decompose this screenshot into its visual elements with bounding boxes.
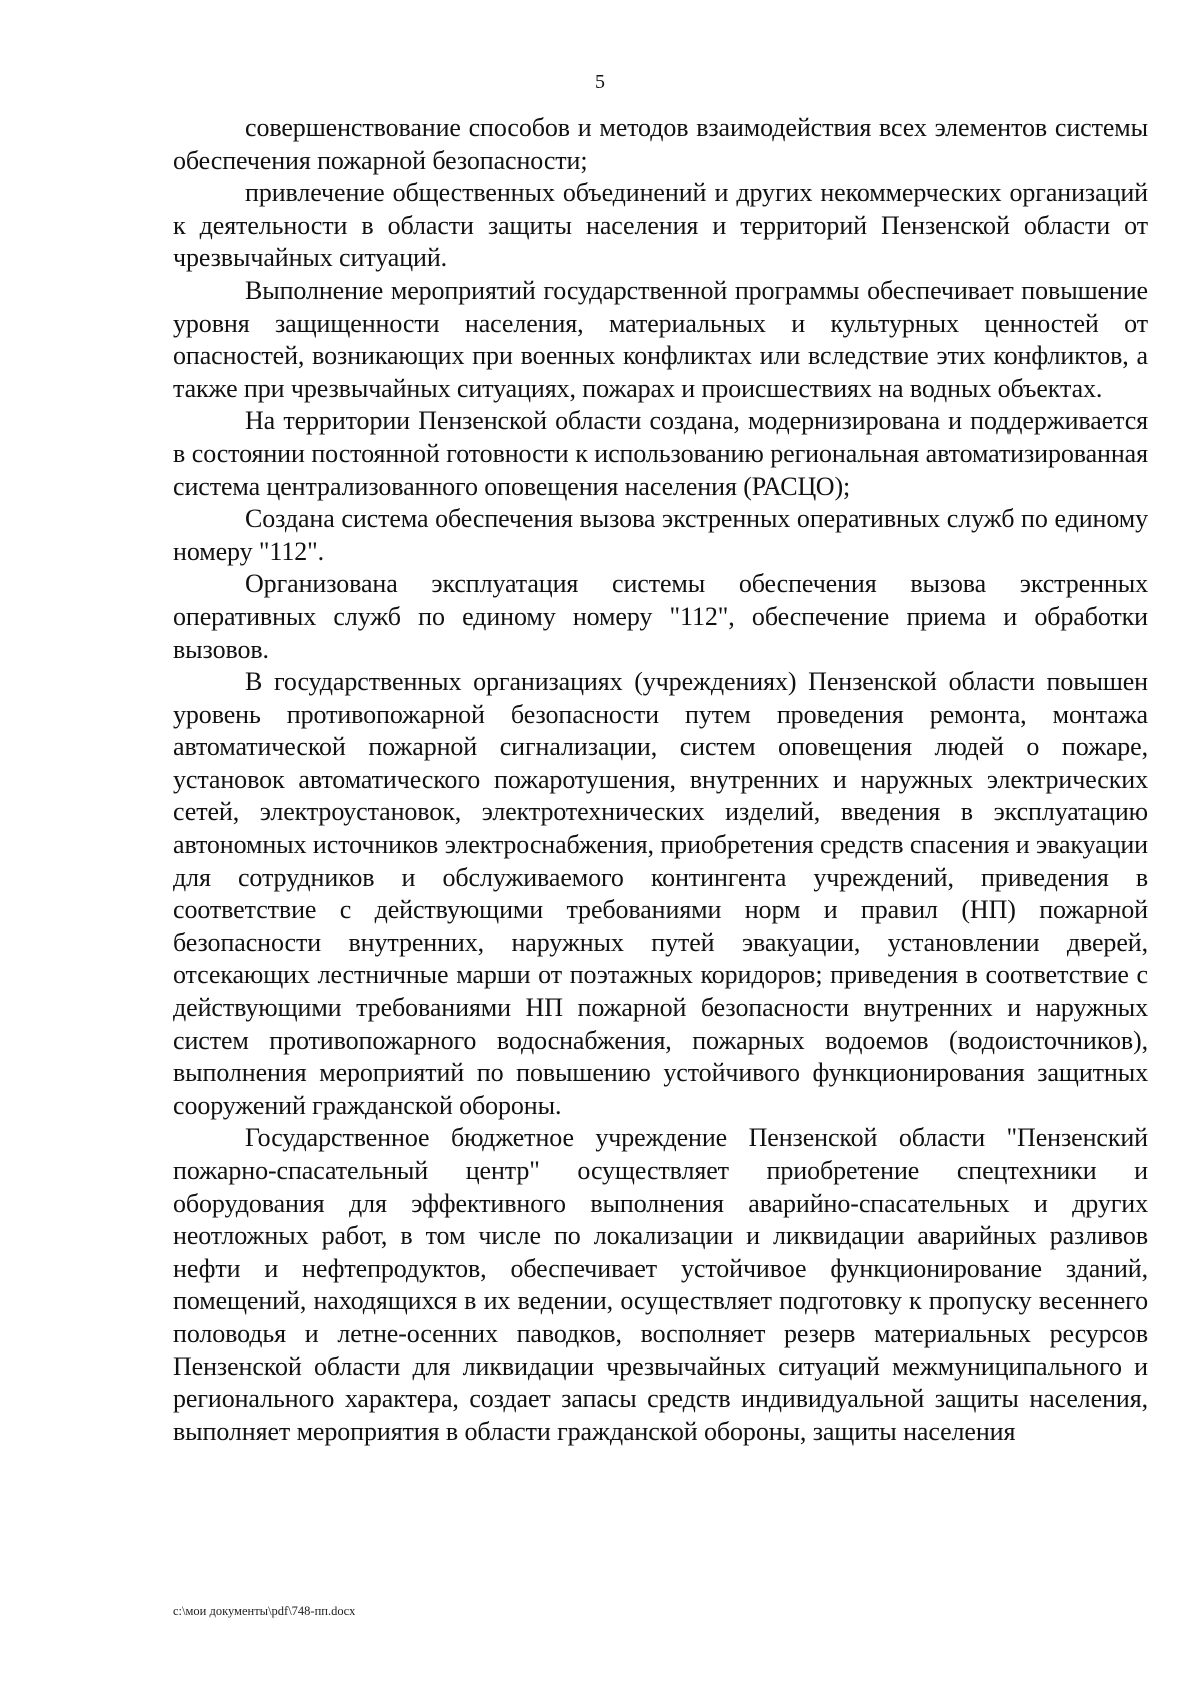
- footer-file-path: c:\мои документы\pdf\748-пп.docx: [173, 1604, 356, 1618]
- paragraph: Создана система обеспечения вызова экстренных оперативных служб по единому номеру "112".: [173, 504, 1148, 566]
- paragraph: На территории Пензенской области создана, модернизирована и поддерживается в состоянии постоянной готовности к использованию региональная автоматизированная система централизованного оповещения населения (РАСЦО);: [173, 406, 1148, 501]
- document-body: [173, 112, 1148, 1448]
- paragraph: Государственное бюджетное учреждение Пензенской области "Пензенский пожарно-спасательный центр" осуществляет приобретение спецтехники и оборудования для эффективного выполнения аварийно-спасательных и других неотложных работ, в том числе по локализации и ликвидации аварийных разливов нефти и нефтепродуктов, обеспечивает устойчивое функционирование зданий, помещений, находящихся в их ведении, осуществляет подготовку к пропуску весеннего половодья и летне-осенних паводков, восполняет резерв материальных ресурсов Пензенской области для ликвидации чрезвычайных ситуаций межмуниципального и регионального характера, создает запасы средств индивидуальной защиты населения, выполняет мероприятия в области гражданской обороны, защиты населения: [173, 1123, 1148, 1446]
- paragraph: Организована эксплуатация системы обеспечения вызова экстренных оперативных служб по единому номеру "112", обеспечение приема и обработки вызовов.: [173, 569, 1148, 664]
- paragraph: Выполнение мероприятий государственной программы обеспечивает повышение уровня защищенности населения, материальных и культурных ценностей от опасностей, возникающих при военных конфликтах или вследствие этих конфликтов, а также при чрезвычайных ситуациях, пожарах и происшествиях на водных объектах.: [173, 275, 1148, 403]
- paragraph: В государственных организациях (учреждениях) Пензенской области повышен уровень противопожарной безопасности путем проведения ремонта, монтажа автоматической пожарной сигнализации, систем оповещения людей о пожаре, установок автоматического пожаротушения, внутренних и наружных электрических сетей, электроустановок, электротехнических изделий, введения в эксплуатацию автономных источников электроснабжения, приобретения средств спасения и эвакуации для сотрудников и обслуживаемого контингента учреждений, приведения в соответствие с действующими требованиями норм и правил (НП) пожарной безопасности внутренних, наружных путей эвакуации, установлении дверей, отсекающих лестничные марши от поэтажных коридоров; приведения в соответствие с действующими требованиями НП пожарной безопасности внутренних и наружных систем противопожарного водоснабжения, пожарных водоемов (водоисточников), выполнения мероприятий по повышению устойчивого функционирования защитных сооружений гражданской обороны.: [173, 667, 1148, 1120]
- paragraph: привлечение общественных объединений и других некоммерческих организаций к деятельности в области защиты населения и территорий Пензенской области от чрезвычайных ситуаций.: [173, 178, 1148, 273]
- paragraph: совершенствование способов и методов взаимодействия всех элементов системы обеспечения пожарной безопасности;: [173, 113, 1148, 175]
- page-number: 5: [595, 71, 605, 93]
